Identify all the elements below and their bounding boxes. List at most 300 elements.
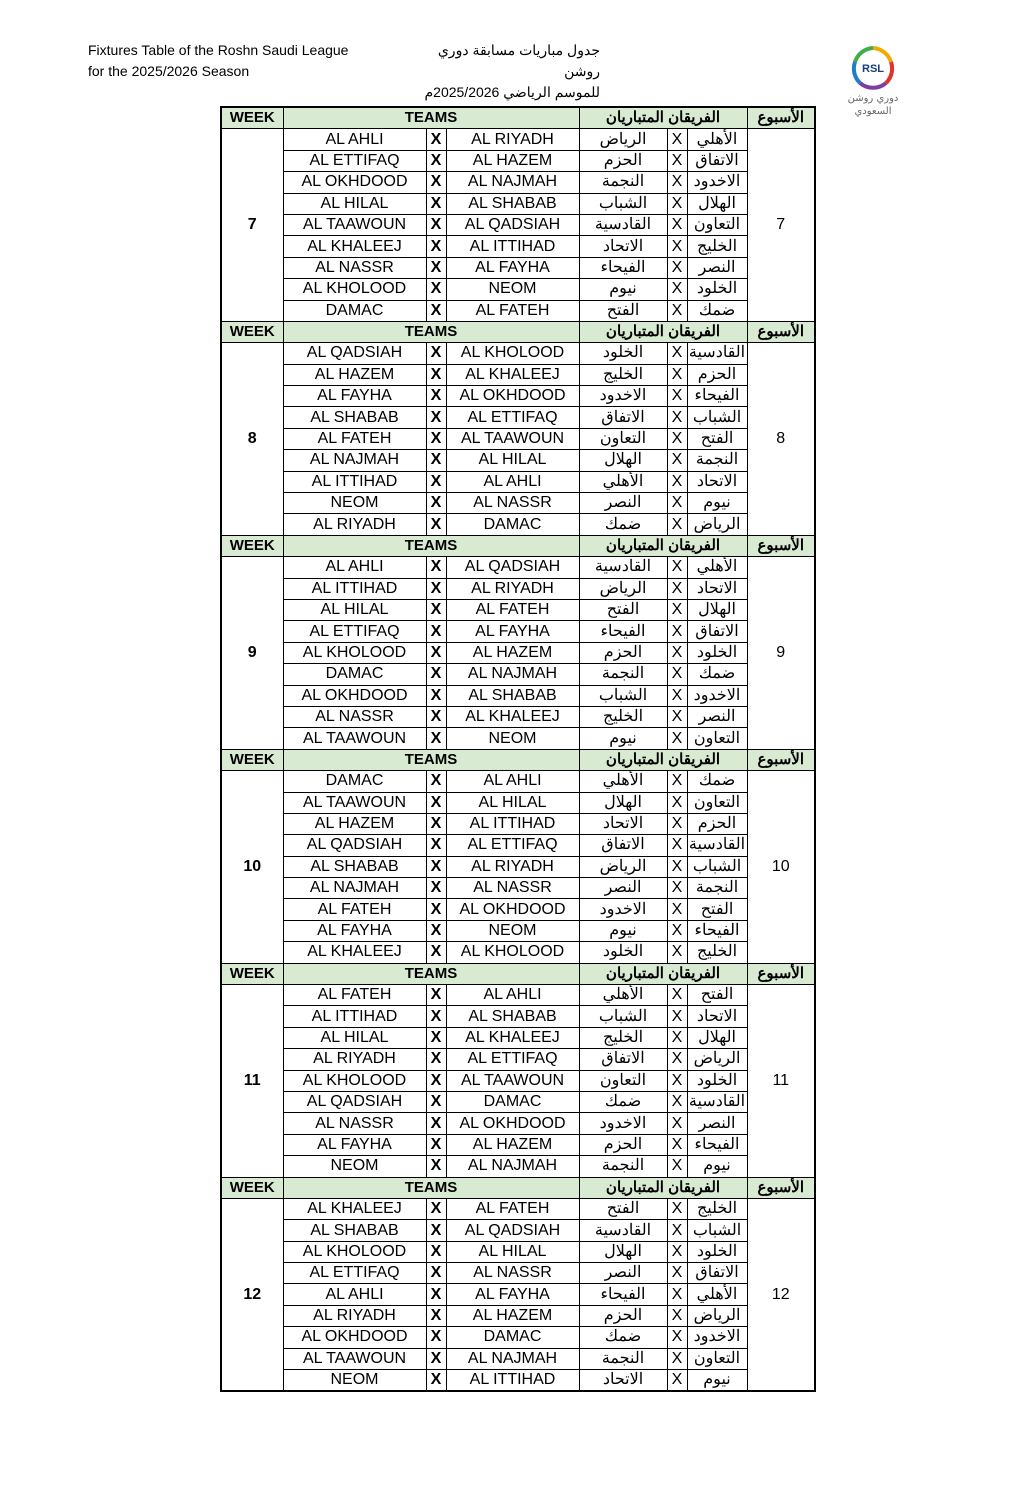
vs-separator: X xyxy=(426,856,446,877)
vs-separator-ar: X xyxy=(667,279,687,300)
week-number: 12 xyxy=(221,1198,283,1391)
week-number-ar: 7 xyxy=(747,129,815,322)
rsl-logo-icon xyxy=(838,40,908,120)
vs-separator: X xyxy=(426,1241,446,1262)
away-team: AL NASSR xyxy=(446,878,579,899)
away-team-ar: الهلال xyxy=(579,1241,667,1262)
week-header-label: WEEK xyxy=(221,535,283,556)
vs-separator: X xyxy=(426,407,446,428)
away-team-ar: ضمك xyxy=(579,514,667,535)
home-team-ar: الاتحاد xyxy=(687,578,747,599)
home-team-ar: النصر xyxy=(687,257,747,278)
away-team-ar: الفتح xyxy=(579,599,667,620)
svg-text:دوري روشن: دوري روشن xyxy=(847,93,899,104)
home-team-ar: الاتحاد xyxy=(687,1006,747,1027)
home-team-ar: الخلود xyxy=(687,1070,747,1091)
home-team: AL NASSR xyxy=(283,257,426,278)
home-team: AL RIYADH xyxy=(283,1305,426,1326)
home-team-ar: الاتفاق xyxy=(687,1263,747,1284)
match-row xyxy=(221,1370,815,1392)
home-team: AL NAJMAH xyxy=(283,450,426,471)
vs-separator-ar: X xyxy=(667,236,687,257)
home-team: AL AHLI xyxy=(283,557,426,578)
vs-separator-ar: X xyxy=(667,300,687,321)
week-header-label: WEEK xyxy=(221,749,283,770)
vs-separator: X xyxy=(426,1006,446,1027)
week-number: 7 xyxy=(221,129,283,322)
away-team-ar: الشباب xyxy=(579,685,667,706)
teams-header-label-ar: الفريقان المتباريان xyxy=(579,749,747,770)
away-team: NEOM xyxy=(446,728,579,749)
away-team: AL RIYADH xyxy=(446,129,579,150)
home-team: AL ETTIFAQ xyxy=(283,1263,426,1284)
vs-separator: X xyxy=(426,1348,446,1369)
home-team: DAMAC xyxy=(283,664,426,685)
away-team-ar: الفتح xyxy=(579,1198,667,1219)
away-team-ar: الخليج xyxy=(579,706,667,727)
home-team-ar: ضمك xyxy=(687,664,747,685)
away-team-ar: النجمة xyxy=(579,664,667,685)
match-row xyxy=(221,1348,815,1369)
home-team-ar: الفيحاء xyxy=(687,1134,747,1155)
vs-separator-ar: X xyxy=(667,835,687,856)
away-team: AL SHABAB xyxy=(446,193,579,214)
vs-separator-ar: X xyxy=(667,1134,687,1155)
vs-separator: X xyxy=(426,1027,446,1048)
match-row xyxy=(221,471,815,492)
vs-separator: X xyxy=(426,493,446,514)
away-team: AL HAZEM xyxy=(446,1134,579,1155)
home-team: AL ETTIFAQ xyxy=(283,621,426,642)
away-team-ar: ضمك xyxy=(579,1091,667,1112)
away-team-ar: الهلال xyxy=(579,792,667,813)
match-row xyxy=(221,1134,815,1155)
home-team-ar: الفتح xyxy=(687,899,747,920)
vs-separator: X xyxy=(426,706,446,727)
away-team-ar: التعاون xyxy=(579,428,667,449)
away-team: AL NAJMAH xyxy=(446,172,579,193)
home-team-ar: الاخدود xyxy=(687,172,747,193)
match-row xyxy=(221,129,815,150)
away-team-ar: الأهلي xyxy=(579,985,667,1006)
away-team: AL ITTIHAD xyxy=(446,236,579,257)
away-team: AL HAZEM xyxy=(446,642,579,663)
home-team: AL AHLI xyxy=(283,129,426,150)
match-row xyxy=(221,364,815,385)
week-header-label: WEEK xyxy=(221,963,283,984)
teams-header-label: TEAMS xyxy=(283,535,579,556)
vs-separator: X xyxy=(426,150,446,171)
home-team: AL KHOLOOD xyxy=(283,642,426,663)
vs-separator-ar: X xyxy=(667,920,687,941)
home-team-ar: الهلال xyxy=(687,1027,747,1048)
match-row xyxy=(221,1220,815,1241)
vs-separator: X xyxy=(426,728,446,749)
match-row xyxy=(221,1241,815,1262)
away-team-ar: الاتحاد xyxy=(579,813,667,834)
away-team-ar: القادسية xyxy=(579,1220,667,1241)
vs-separator: X xyxy=(426,621,446,642)
week-number-ar: 11 xyxy=(747,985,815,1178)
match-row xyxy=(221,578,815,599)
home-team: AL TAAWOUN xyxy=(283,214,426,235)
match-row xyxy=(221,942,815,963)
away-team-ar: الخليج xyxy=(579,1027,667,1048)
match-row xyxy=(221,878,815,899)
away-team-ar: الشباب xyxy=(579,193,667,214)
away-team-ar: الاخدود xyxy=(579,386,667,407)
away-team: AL HAZEM xyxy=(446,150,579,171)
home-team: AL FAYHA xyxy=(283,1134,426,1155)
away-team-ar: الأهلي xyxy=(579,471,667,492)
vs-separator: X xyxy=(426,642,446,663)
vs-separator-ar: X xyxy=(667,386,687,407)
week-number-ar: 8 xyxy=(747,343,815,536)
vs-separator: X xyxy=(426,813,446,834)
away-team: AL NAJMAH xyxy=(446,1156,579,1177)
vs-separator: X xyxy=(426,236,446,257)
home-team: AL NASSR xyxy=(283,706,426,727)
home-team-ar: الرياض xyxy=(687,1305,747,1326)
match-row xyxy=(221,920,815,941)
vs-separator-ar: X xyxy=(667,771,687,792)
vs-separator-ar: X xyxy=(667,1091,687,1112)
match-row xyxy=(221,728,815,749)
home-team-ar: الحزم xyxy=(687,813,747,834)
home-team-ar: التعاون xyxy=(687,728,747,749)
header-arabic-line2: للموسم الرياضي 2025/2026م xyxy=(424,84,600,100)
away-team-ar: النصر xyxy=(579,878,667,899)
away-team: DAMAC xyxy=(446,514,579,535)
away-team-ar: القادسية xyxy=(579,214,667,235)
match-row xyxy=(221,856,815,877)
vs-separator-ar: X xyxy=(667,1241,687,1262)
week-header-row xyxy=(221,749,815,770)
vs-separator: X xyxy=(426,1327,446,1348)
home-team-ar: نيوم xyxy=(687,1156,747,1177)
vs-separator-ar: X xyxy=(667,1370,687,1392)
home-team: AL NAJMAH xyxy=(283,878,426,899)
match-row xyxy=(221,1070,815,1091)
away-team: AL KHALEEJ xyxy=(446,706,579,727)
week-header-label: WEEK xyxy=(221,1177,283,1198)
fixtures-table xyxy=(220,106,816,1392)
away-team: AL RIYADH xyxy=(446,578,579,599)
home-team-ar: ضمك xyxy=(687,300,747,321)
away-team: NEOM xyxy=(446,279,579,300)
home-team: AL KHOLOOD xyxy=(283,1241,426,1262)
away-team: AL FATEH xyxy=(446,1198,579,1219)
vs-separator: X xyxy=(426,193,446,214)
match-row xyxy=(221,172,815,193)
vs-separator-ar: X xyxy=(667,599,687,620)
match-row xyxy=(221,300,815,321)
vs-separator-ar: X xyxy=(667,621,687,642)
vs-separator-ar: X xyxy=(667,1220,687,1241)
vs-separator: X xyxy=(426,514,446,535)
match-row xyxy=(221,1305,815,1326)
teams-header-label-ar: الفريقان المتباريان xyxy=(579,1177,747,1198)
home-team-ar: الخلود xyxy=(687,1241,747,1262)
vs-separator-ar: X xyxy=(667,1305,687,1326)
home-team: AL HILAL xyxy=(283,599,426,620)
away-team: AL FATEH xyxy=(446,599,579,620)
home-team-ar: الاتفاق xyxy=(687,621,747,642)
away-team: AL KHOLOOD xyxy=(446,343,579,364)
away-team-ar: الفتح xyxy=(579,300,667,321)
home-team-ar: القادسية xyxy=(687,1091,747,1112)
vs-separator-ar: X xyxy=(667,878,687,899)
away-team: AL OKHDOOD xyxy=(446,1113,579,1134)
teams-header-label: TEAMS xyxy=(283,107,579,129)
vs-separator: X xyxy=(426,599,446,620)
vs-separator: X xyxy=(426,364,446,385)
week-header-label: WEEK xyxy=(221,321,283,342)
home-team: AL AHLI xyxy=(283,1284,426,1305)
away-team-ar: نيوم xyxy=(579,920,667,941)
away-team: AL SHABAB xyxy=(446,1006,579,1027)
vs-separator-ar: X xyxy=(667,706,687,727)
home-team: AL QADSIAH xyxy=(283,343,426,364)
away-team-ar: ضمك xyxy=(579,1327,667,1348)
vs-separator: X xyxy=(426,835,446,856)
week-number: 10 xyxy=(221,771,283,964)
vs-separator-ar: X xyxy=(667,557,687,578)
away-team-ar: الاتفاق xyxy=(579,1049,667,1070)
away-team-ar: الحزم xyxy=(579,150,667,171)
teams-header-label: TEAMS xyxy=(283,321,579,342)
away-team-ar: القادسية xyxy=(579,557,667,578)
vs-separator-ar: X xyxy=(667,364,687,385)
vs-separator-ar: X xyxy=(667,450,687,471)
away-team: AL QADSIAH xyxy=(446,214,579,235)
home-team-ar: النصر xyxy=(687,706,747,727)
week-number-ar: 10 xyxy=(747,771,815,964)
vs-separator: X xyxy=(426,343,446,364)
vs-separator: X xyxy=(426,129,446,150)
vs-separator: X xyxy=(426,1263,446,1284)
home-team: AL KHALEEJ xyxy=(283,236,426,257)
home-team: AL SHABAB xyxy=(283,1220,426,1241)
match-row xyxy=(221,150,815,171)
vs-separator: X xyxy=(426,1091,446,1112)
week-header-label-ar: الأسبوع xyxy=(747,963,815,984)
match-row xyxy=(221,193,815,214)
away-team-ar: النصر xyxy=(579,493,667,514)
vs-separator: X xyxy=(426,1070,446,1091)
vs-separator: X xyxy=(426,771,446,792)
vs-separator-ar: X xyxy=(667,1263,687,1284)
away-team-ar: الشباب xyxy=(579,1006,667,1027)
away-team-ar: الحزم xyxy=(579,642,667,663)
week-number-ar: 9 xyxy=(747,557,815,750)
match-row xyxy=(221,1091,815,1112)
home-team-ar: الأهلي xyxy=(687,557,747,578)
vs-separator: X xyxy=(426,214,446,235)
away-team: DAMAC xyxy=(446,1091,579,1112)
away-team: AL KHALEEJ xyxy=(446,364,579,385)
match-row xyxy=(221,1198,815,1219)
week-header-label-ar: الأسبوع xyxy=(747,1177,815,1198)
away-team-ar: الفيحاء xyxy=(579,621,667,642)
vs-separator-ar: X xyxy=(667,214,687,235)
teams-header-label: TEAMS xyxy=(283,963,579,984)
home-team: AL OKHDOOD xyxy=(283,685,426,706)
vs-separator: X xyxy=(426,428,446,449)
away-team: AL TAAWOUN xyxy=(446,1070,579,1091)
home-team: AL ITTIHAD xyxy=(283,578,426,599)
match-row xyxy=(221,557,815,578)
week-header-label-ar: الأسبوع xyxy=(747,749,815,770)
home-team-ar: الفيحاء xyxy=(687,920,747,941)
match-row xyxy=(221,706,815,727)
vs-separator-ar: X xyxy=(667,1284,687,1305)
vs-separator-ar: X xyxy=(667,471,687,492)
week-header-row xyxy=(221,321,815,342)
vs-separator: X xyxy=(426,792,446,813)
home-team-ar: الاخدود xyxy=(687,685,747,706)
match-row xyxy=(221,621,815,642)
teams-header-label-ar: الفريقان المتباريان xyxy=(579,963,747,984)
away-team: AL ETTIFAQ xyxy=(446,1049,579,1070)
match-row xyxy=(221,514,815,535)
vs-separator: X xyxy=(426,685,446,706)
week-header-row xyxy=(221,963,815,984)
home-team: AL FATEH xyxy=(283,428,426,449)
match-row xyxy=(221,214,815,235)
home-team: NEOM xyxy=(283,493,426,514)
vs-separator-ar: X xyxy=(667,728,687,749)
match-row xyxy=(221,685,815,706)
home-team: AL NASSR xyxy=(283,1113,426,1134)
teams-header-label-ar: الفريقان المتباريان xyxy=(579,107,747,129)
match-row xyxy=(221,1156,815,1177)
home-team: AL TAAWOUN xyxy=(283,792,426,813)
vs-separator: X xyxy=(426,1049,446,1070)
vs-separator-ar: X xyxy=(667,257,687,278)
teams-header-label-ar: الفريقان المتباريان xyxy=(579,321,747,342)
away-team: AL OKHDOOD xyxy=(446,386,579,407)
match-row xyxy=(221,236,815,257)
home-team: AL KHOLOOD xyxy=(283,1070,426,1091)
match-row xyxy=(221,257,815,278)
home-team: AL KHALEEJ xyxy=(283,1198,426,1219)
away-team: AL HILAL xyxy=(446,1241,579,1262)
vs-separator-ar: X xyxy=(667,664,687,685)
home-team-ar: الأهلي xyxy=(687,129,747,150)
home-team-ar: الفيحاء xyxy=(687,386,747,407)
match-row xyxy=(221,1327,815,1348)
away-team: AL SHABAB xyxy=(446,685,579,706)
vs-separator: X xyxy=(426,920,446,941)
home-team: AL FATEH xyxy=(283,985,426,1006)
week-header-label-ar: الأسبوع xyxy=(747,107,815,129)
vs-separator: X xyxy=(426,1284,446,1305)
away-team: AL OKHDOOD xyxy=(446,899,579,920)
week-number-ar: 12 xyxy=(747,1198,815,1391)
home-team-ar: الخلود xyxy=(687,279,747,300)
away-team-ar: الاخدود xyxy=(579,899,667,920)
away-team-ar: النصر xyxy=(579,1263,667,1284)
away-team-ar: الفيحاء xyxy=(579,1284,667,1305)
home-team: AL HILAL xyxy=(283,193,426,214)
match-row xyxy=(221,1284,815,1305)
match-row xyxy=(221,899,815,920)
away-team-ar: الاتفاق xyxy=(579,835,667,856)
away-team: AL AHLI xyxy=(446,771,579,792)
home-team-ar: الرياض xyxy=(687,1049,747,1070)
vs-separator-ar: X xyxy=(667,1113,687,1134)
vs-separator: X xyxy=(426,172,446,193)
vs-separator: X xyxy=(426,1220,446,1241)
home-team-ar: الشباب xyxy=(687,407,747,428)
vs-separator-ar: X xyxy=(667,129,687,150)
away-team: AL QADSIAH xyxy=(446,1220,579,1241)
home-team-ar: الأهلي xyxy=(687,1284,747,1305)
vs-separator-ar: X xyxy=(667,193,687,214)
vs-separator-ar: X xyxy=(667,813,687,834)
match-row xyxy=(221,813,815,834)
away-team: AL NASSR xyxy=(446,493,579,514)
away-team: AL HILAL xyxy=(446,792,579,813)
home-team-ar: الخليج xyxy=(687,942,747,963)
home-team: NEOM xyxy=(283,1370,426,1392)
match-row xyxy=(221,1113,815,1134)
away-team-ar: النجمة xyxy=(579,172,667,193)
home-team: AL TAAWOUN xyxy=(283,1348,426,1369)
vs-separator: X xyxy=(426,300,446,321)
home-team: AL HAZEM xyxy=(283,813,426,834)
away-team-ar: الخلود xyxy=(579,343,667,364)
away-team: AL TAAWOUN xyxy=(446,428,579,449)
home-team: AL FAYHA xyxy=(283,920,426,941)
home-team: AL ITTIHAD xyxy=(283,471,426,492)
home-team: AL KHOLOOD xyxy=(283,279,426,300)
vs-separator-ar: X xyxy=(667,1049,687,1070)
home-team-ar: النجمة xyxy=(687,878,747,899)
vs-separator-ar: X xyxy=(667,1327,687,1348)
match-row xyxy=(221,792,815,813)
away-team-ar: الرياض xyxy=(579,578,667,599)
vs-separator-ar: X xyxy=(667,514,687,535)
away-team: AL HILAL xyxy=(446,450,579,471)
match-row xyxy=(221,664,815,685)
home-team-ar: التعاون xyxy=(687,1348,747,1369)
home-team-ar: الفتح xyxy=(687,428,747,449)
home-team: AL OKHDOOD xyxy=(283,172,426,193)
home-team: AL ITTIHAD xyxy=(283,1006,426,1027)
home-team: AL SHABAB xyxy=(283,407,426,428)
away-team: AL KHALEEJ xyxy=(446,1027,579,1048)
away-team-ar: الهلال xyxy=(579,450,667,471)
vs-separator-ar: X xyxy=(667,792,687,813)
week-header-row xyxy=(221,535,815,556)
match-row xyxy=(221,493,815,514)
header-english-line1: Fixtures Table of the Roshn Saudi League xyxy=(88,42,349,58)
home-team: AL RIYADH xyxy=(283,514,426,535)
home-team: AL FAYHA xyxy=(283,386,426,407)
away-team: AL FAYHA xyxy=(446,257,579,278)
week-number: 9 xyxy=(221,557,283,750)
away-team: AL NAJMAH xyxy=(446,1348,579,1369)
header-english-line2: for the 2025/2026 Season xyxy=(88,63,250,79)
home-team: AL ETTIFAQ xyxy=(283,150,426,171)
away-team: AL KHOLOOD xyxy=(446,942,579,963)
vs-separator-ar: X xyxy=(667,685,687,706)
away-team: AL FATEH xyxy=(446,300,579,321)
away-team-ar: الرياض xyxy=(579,129,667,150)
match-row xyxy=(221,599,815,620)
